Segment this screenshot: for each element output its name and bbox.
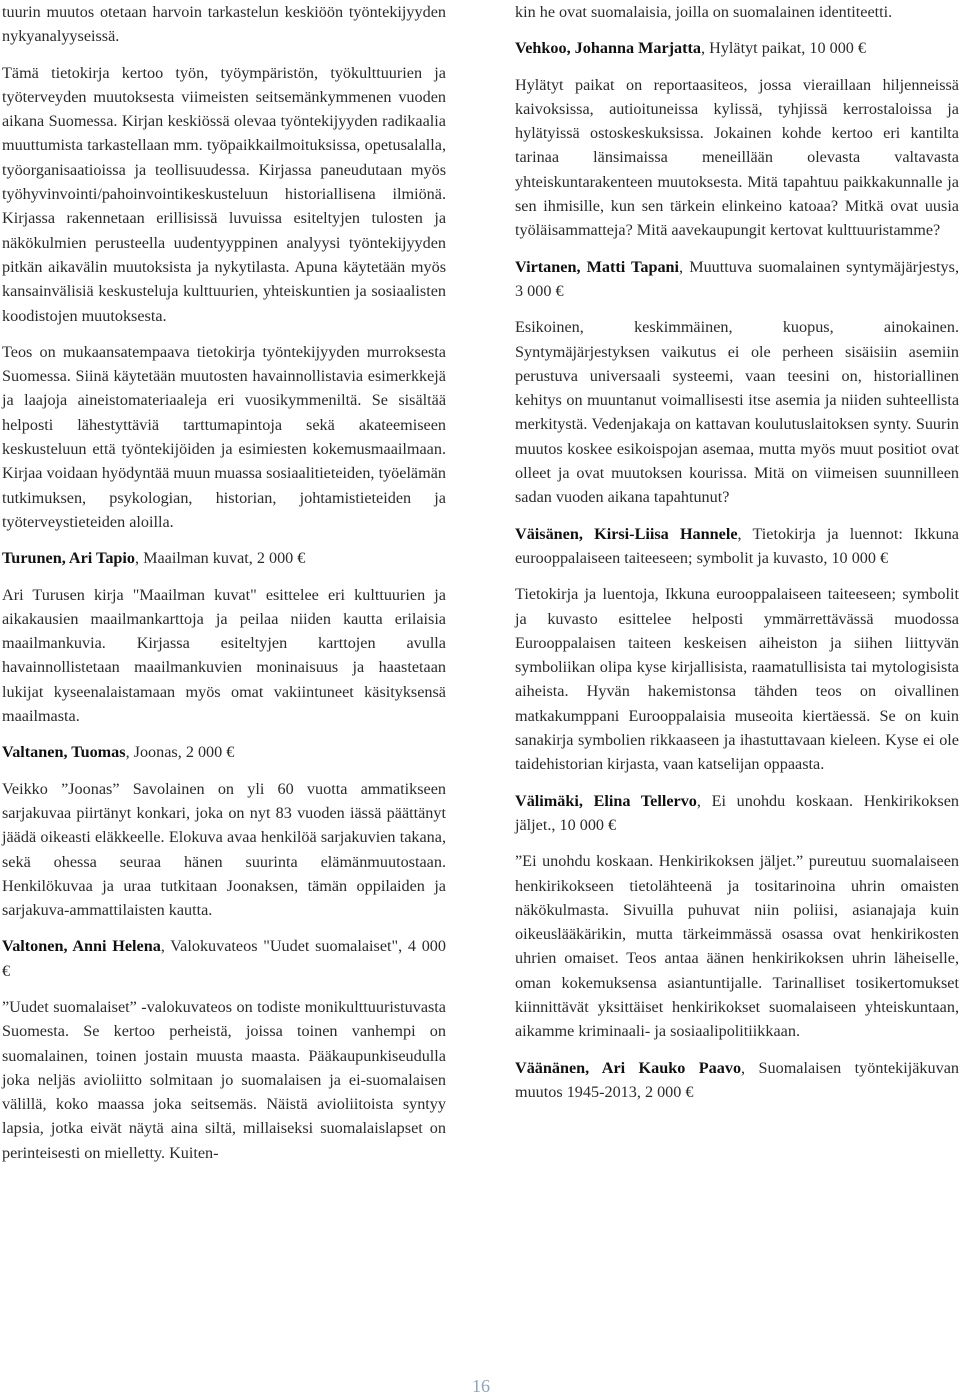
entry-title: , Maailman kuvat, 2 000 € <box>135 549 306 568</box>
entry-title: , Joonas, 2 000 € <box>125 743 235 762</box>
entry-title: , Tietokirja ja luennot: Ikkuna eurooppalaiseen taiteeseen; symbolit ja kuvasto, 10 000 € <box>515 524 959 567</box>
page-number: 16 <box>472 1376 490 1396</box>
intro-paragraph-3: Teos on mukaansatempaava tietokirja työntekijyyden murroksesta Suomessa. Siinä käytetään muutosten havainnollistavia esimerkkejä ja laajoja aineistomateriaaleja eri vuosikymmeniltä. Se sisältää helposti lähestyttäviä tarttumapintoja sekä akateemiseen keskusteluun että työntekijöiden ja esimiesten kokemusmaailmaan. Kirjaa voidaan hyödyntää muun muassa sosiaalitieteiden, työelämän tutkimuksen, psykologian, historian, johtamistieteiden ja työterveystieteiden aloilla. <box>2 342 446 531</box>
author-name: Väisänen, Kirsi-Liisa Hannele <box>515 524 738 543</box>
entry-heading-valtanen <box>2 740 446 764</box>
entry-heading-vehkoo <box>515 36 959 60</box>
intro-paragraph-1: tuurin muutos otetaan harvoin tarkastelun keskiöön työntekijyyden nykyanalyyseissä. <box>2 3 446 46</box>
entry-title: , Hylätyt paikat, 10 000 € <box>701 39 867 58</box>
author-name: Valtonen, Anni Helena <box>2 937 161 956</box>
entry-heading-turunen <box>2 546 446 570</box>
entry-heading-valimaki <box>515 789 959 838</box>
entry-heading-vaisanen <box>515 522 959 571</box>
author-name: Väänänen, Ari Kauko Paavo <box>515 1058 742 1077</box>
entry-heading-valtonen <box>2 934 446 983</box>
entry-heading-virtanen <box>515 255 959 304</box>
right-column <box>515 0 959 1116</box>
entry-title: , Ei unohdu koskaan. Henkirikoksen jäljet., 10 000 € <box>515 791 959 834</box>
entry-title: , Valokuvateos "Uudet suomalaiset", 4 000 € <box>2 937 446 980</box>
entry-body-vehkoo: Hylätyt paikat on reportaasiteos, jossa vieraillaan hiljenneissä kaivoksissa, autioituneissa kylissä, tyhjissä kerrostaloissa ja hylätyissä ostoskeskuksissa. Jokainen kohde kertoo eri kantilta tarinaa länsimaissa meneillään olevasta valtavasta yhteiskuntarakenteen muutoksesta. Mitä tapahtuu paikkakunnalle ja sen ihmisille, kun sen tärkein elinkeino katoaa? Mitkä ovat uusia työläisammatteja? Mitä aavekaupungit kertovat kulttuuristamme? <box>515 75 959 240</box>
entry-heading-vaananen <box>515 1056 959 1105</box>
entry-body-valtonen: ”Uudet suomalaiset” -valokuvateos on todiste monikulttuuristuvasta Suomesta. Se kertoo perheistä, joissa toinen vanhempi on suomalainen, toinen jostain muusta maasta. Pääkaupunkiseudulla joka neljäs avioliitto solmitaan jo suomalaisen ja ei-suomalaisen välillä, koko maassa joka seitsemäs. Näistä avioliitoista syntyy lapsia, jotka eivät näytä aina siltä, millaiseksi suomalaislapset on perinteisesti on mielletty. Kuiten- <box>2 997 446 1162</box>
author-name: Virtanen, Matti Tapani <box>515 257 680 276</box>
author-name: Välimäki, Elina Tellervo <box>515 791 697 810</box>
left-column <box>2 0 446 1177</box>
author-name: Turunen, Ari Tapio <box>2 549 136 568</box>
author-name: Valtanen, Tuomas <box>2 743 126 762</box>
intro-paragraph-2: Tämä tietokirja kertoo työn, työympäristön, työkulttuurien ja työterveyden muutoksesta viimeisten seitsemänkymmenen vuoden aikana Suomessa. Kirjan keskiössä olevaa työntekijyyden radikaalia muuttumista tarkastellaan mm. työpaikkailmoituksissa, opetusalalla, työorganisaatioissa ja teollisuudessa. Kirjassa paneudutaan myös työhyvinvointi/pahoinvointikeskusteluun historiallisena ilmiönä. Kirjassa rakennetaan erillisissä luvuissa esiteltyjen tulosten ja näkökulmien perusteella uudentyyppinen analyysi työntekijyyden pitkän aikavälin muutoksista ja nykytilasta. Apuna käytetään myös kansainvälisiä keskusteluja kulttuurien, yhteiskuntien ja sosiaalisten koodistojen muutoksesta. <box>2 63 446 325</box>
continuation-paragraph: kin he ovat suomalaisia, joilla on suomalainen identiteetti. <box>515 3 893 21</box>
entry-body-valimaki: ”Ei unohdu koskaan. Henkirikoksen jäljet.” pureutuu suomalaiseen henkirikokseen tietolähteenä ja tositarinoina uhrin omaisten näkökulmasta. Sivuilla puhuvat niin poliisi, asianajaja kuin oikeuslääkärikin, mutta tärkeimmässä osassa ovat henkirikosten uhrien omaiset. Teos antaa äänen henkirikoksen uhrin läheiselle, oman kokemuksensa asiantuntijalle. Tarinalliset tosikertomukset kiinnittävät yksittäiset henkirikokset suomalaiseen yhteiskuntaan, aikamme kriminaali- ja sosiaalipolitiikkaan. <box>515 852 959 1041</box>
entry-body-valtanen: Veikko ”Joonas” Savolainen on yli 60 vuotta ammatikseen sarjakuvaa piirtänyt konkari, joka on nyt 83 vuoden iässä päättänyt jäädä oikeasti eläkkeelle. Elokuva avaa henkilöä sarjakuvien takana, sekä ohessa seuraa hänen suurinta elämänmuutostaan. Henkilökuvaa ja uraa tutkitaan Joonaksen, tämän oppilaiden ja sarjakuva-ammattilaisten kautta. <box>2 779 446 920</box>
entry-title: , Muuttuva suomalainen syntymäjärjestys, 3 000 € <box>515 257 959 300</box>
entry-body-turunen: Ari Turusen kirja "Maailman kuvat" esittelee eri kulttuurien ja aikakausien maailmankarttoja ja peilaa niiden kautta erilaisia maailmankuvia. Kirjassa esiteltyjen karttojen avulla havainnollistetaan maailmankuvien moninaisuus ja haastetaan lukijat kyseenalaistamaan myös omat vakiintuneet käsityksensä maailmasta. <box>2 585 446 726</box>
entry-title: , Suomalaisen työntekijäkuvan muutos 1945-2013, 2 000 € <box>515 1058 959 1101</box>
author-name: Vehkoo, Johanna Marjatta <box>515 39 702 58</box>
entry-body-virtanen: Esikoinen, keskimmäinen, kuopus, ainokainen. Syntymäjärjestyksen vaikutus ei ole perheen sisäisiin asemiin perustuva universaali systeemi, vaan teesini on, historiallinen kehitys on muuntanut voimallisesti itse asemia ja niiden suhteellista merkitystä. Vedenjakaja on kattavan koulutuslaitoksen synty. Suurin muutos koskee esikoispojan asemaa, mutta myös muut positiot ovat olleet ja ovat muutoksen kourissa. Mitä on viimeisen suunnilleen sadan vuoden aikana tapahtunut? <box>515 318 959 507</box>
entry-body-vaisanen: Tietokirja ja luentoja, Ikkuna eurooppalaiseen taiteeseen; symbolit ja kuvasto esittelee helposti ymmärrettävässä muodossa Eurooppalaisen taiteen keskeisen aiheiston ja siihen liittyvän symboliikan olipa kyse kirjallisista, raamatullisista tai mytologisista aiheista. Hyvän hakemistonsa tähden teos on oivallinen matkakumppani Eurooppalaisia museoita kiertäessä. Se on kuin sanakirja symbolien rikkaaseen ja ihastuttavaan kieleen. Kyse ei ole taidehistorian kirjasta, vaan katselijan oppaasta. <box>515 585 959 774</box>
